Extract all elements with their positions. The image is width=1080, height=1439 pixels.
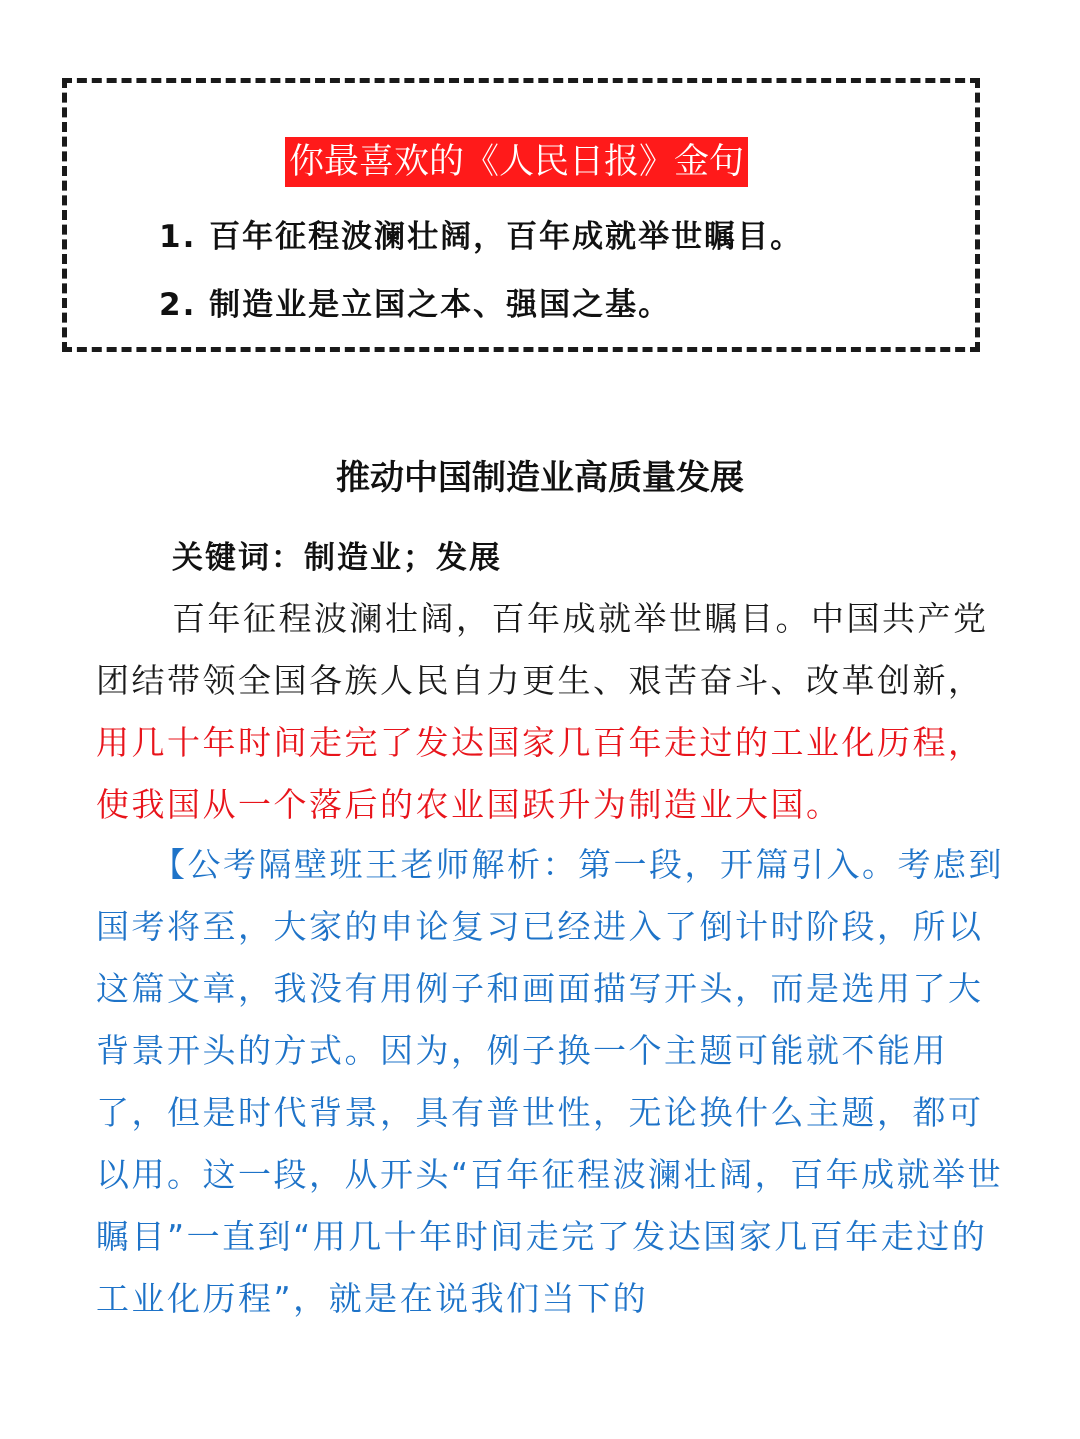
analysis-paragraph: 【公考隔壁班王老师解析：第一段，开篇引入。考虑到国考将至，大家的申论复习已经进入了倒计时阶段，所以这篇文章，我没有用例子和画面描写开头，而是选用了大背景开头的方式。因为，例子换一个主题可能就不能用了，但是时代背景，具有普世性，无论换什么主题，都可以用。这一段，从开头“百年征程波澜壮阔，百年成就举世瞩目”一直到“用几十年时间走完了发达国家几百年走过的工业化历程”，就是在说我们当下的	[96, 845, 1004, 1318]
paragraph-1	[96, 588, 996, 836]
article-title: 推动中国制造业高质量发展	[336, 458, 744, 498]
quote-box	[62, 78, 980, 352]
paragraph-1-highlight-text: 用几十年时间走完了发达国家几百年走过的工业化历程，使我国从一个落后的农业国跃升为制造业大国。	[96, 723, 984, 824]
paragraph-1-normal-text: 百年征程波澜壮阔，百年成就举世瞩目。中国共产党团结带领全国各族人民自力更生、艰苦奋斗、改革创新，	[96, 599, 989, 700]
quote-item-1: 1. 百年征程波澜壮阔，百年成就举世瞩目。	[159, 219, 804, 255]
quote-box-title: 你最喜欢的《人民日报》金句	[285, 137, 748, 187]
quote-item-2: 2. 制造业是立国之本、强国之基。	[159, 287, 672, 323]
article-keywords: 关键词：制造业；发展	[172, 540, 502, 576]
